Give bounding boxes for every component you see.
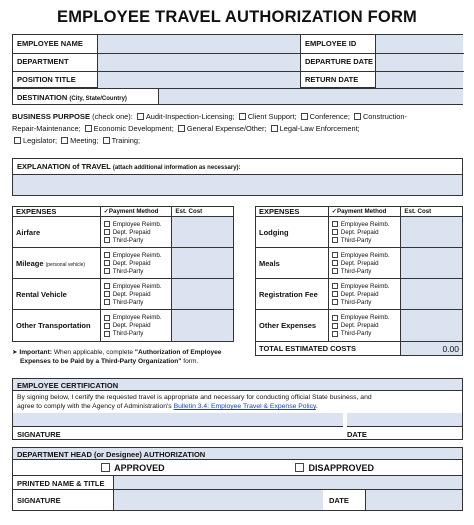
pm-label: Third-Party: [112, 236, 144, 244]
important-text1: When applicable, complete: [53, 349, 133, 356]
pm-label: Employee Reimb.: [340, 251, 390, 259]
checkbox-disapproved[interactable]: [295, 463, 304, 472]
checkbox-reg-thirdparty[interactable]: [332, 299, 338, 305]
total-estimated-costs-value: 0.00: [401, 342, 463, 356]
important-label: Important:: [19, 349, 52, 356]
expenses-header-left: EXPENSES: [13, 207, 101, 217]
est-cost-meals[interactable]: [401, 248, 463, 279]
explanation-label: [17, 162, 241, 171]
payment-method-mileage: [100, 248, 172, 279]
pm-label: Third-Party: [340, 298, 372, 306]
expense-other-expenses: Other Expenses: [256, 310, 329, 342]
pm-label: Dept. Prepaid: [112, 259, 151, 267]
pm-label: Third-Party: [340, 267, 372, 275]
checkbox-otherexp-thirdparty[interactable]: [332, 331, 338, 337]
checkbox-otherexp-prepaid[interactable]: [332, 323, 338, 329]
certification-line2-end: .: [315, 403, 318, 410]
employee-id-field[interactable]: [375, 35, 463, 53]
department-label: DEPARTMENT: [17, 57, 69, 66]
est-cost-airfare[interactable]: [172, 217, 234, 248]
checkbox-mileage-prepaid[interactable]: [104, 260, 110, 266]
business-purpose-label: BUSINESS PURPOSE: [12, 112, 91, 121]
checkbox-legislator[interactable]: [14, 137, 21, 144]
expense-registration-fee: Registration Fee: [256, 279, 329, 310]
explanation-label-text: EXPLANATION of TRAVEL: [17, 162, 111, 171]
pm-label: Dept. Prepaid: [112, 290, 151, 298]
pm-label: Employee Reimb.: [112, 220, 162, 228]
dept-signature-field[interactable]: [113, 490, 323, 510]
option-conference: Conference;: [309, 112, 350, 121]
payment-method-header-right-text: Payment Method: [336, 208, 387, 215]
option-training: Training;: [111, 136, 141, 145]
pm-label: Dept. Prepaid: [112, 228, 151, 236]
checkbox-audit[interactable]: [137, 113, 144, 120]
business-purpose-sub: (check one):: [92, 112, 133, 121]
est-cost-other-expenses[interactable]: [401, 310, 463, 342]
dept-signature-label: SIGNATURE: [17, 496, 61, 505]
destination-sub: (City, State/Country): [69, 96, 127, 102]
pm-label: Dept. Prepaid: [340, 228, 379, 236]
expenses-header-right: EXPENSES: [256, 207, 329, 217]
payment-method-registration: [328, 279, 401, 310]
pm-label: Employee Reimb.: [340, 220, 390, 228]
payment-method-header-left: ✓Payment Method: [100, 207, 172, 217]
employee-signature-field[interactable]: [13, 413, 343, 427]
payment-method-header-left-text: Payment Method: [108, 208, 159, 215]
est-cost-registration[interactable]: [401, 279, 463, 310]
checkbox-meeting[interactable]: [61, 137, 68, 144]
pm-label: Third-Party: [340, 236, 372, 244]
important-text2: "Authorization of Employee: [134, 349, 222, 356]
checkbox-lodging-thirdparty[interactable]: [332, 237, 338, 243]
expense-mileage-sub: (personal vehicle): [45, 261, 86, 268]
departure-date-label: DEPARTURE DATE: [305, 57, 374, 66]
payment-method-other-expenses: [328, 310, 401, 342]
disapproved-label: DISAPPROVED: [308, 463, 375, 473]
employee-name-field[interactable]: [97, 35, 300, 53]
return-date-label: RETURN DATE: [305, 75, 359, 84]
est-cost-other-transport[interactable]: [172, 310, 234, 342]
form-title: EMPLOYEE TRAVEL AUTHORIZATION FORM: [56, 8, 418, 26]
expense-airfare: Airfare: [13, 217, 101, 248]
checkbox-reg-prepaid[interactable]: [332, 291, 338, 297]
expenses-table-right: [255, 206, 463, 356]
checkbox-meals-thirdparty[interactable]: [332, 268, 338, 274]
option-meeting: Meeting;: [70, 136, 99, 145]
checkbox-rental-thirdparty[interactable]: [104, 299, 110, 305]
expenses-table-left: [12, 206, 234, 342]
printed-name-label: PRINTED NAME & TITLE: [17, 479, 105, 488]
checkbox-mileage-reimb[interactable]: [104, 252, 110, 258]
pm-label: Third-Party: [112, 267, 144, 275]
checkbox-reg-reimb[interactable]: [332, 283, 338, 289]
approved-option: [99, 463, 165, 473]
employee-certification: [12, 378, 463, 440]
pm-label: Dept. Prepaid: [112, 322, 151, 329]
payment-method-other-transport: [100, 310, 172, 342]
expense-rental-vehicle: Rental Vehicle: [13, 279, 101, 310]
est-cost-header-right: Est. Cost: [401, 207, 463, 217]
checkbox-approved[interactable]: [101, 463, 110, 472]
option-repair-maintenance: Repair-Maintenance;: [12, 124, 81, 133]
expense-other-transportation: Other Transportation: [13, 310, 101, 342]
certification-line2: agree to comply with the Agency of Administration's: [17, 403, 172, 410]
important-text4: form.: [183, 358, 199, 365]
explanation-field[interactable]: [13, 174, 462, 195]
important-text3: Expenses to be Paid by a Third-Party Organization": [20, 358, 182, 365]
expense-mileage: [13, 248, 101, 279]
pm-label: Dept. Prepaid: [340, 259, 379, 267]
checkbox-legal[interactable]: [271, 125, 278, 132]
checkbox-rental-reimb[interactable]: [104, 283, 110, 289]
expense-lodging: Lodging: [256, 217, 329, 248]
total-estimated-costs-label: TOTAL ESTIMATED COSTS: [256, 342, 401, 356]
destination-label: [17, 93, 127, 102]
payment-method-header-right: ✓Payment Method: [328, 207, 401, 217]
checkbox-otherexp-reimb[interactable]: [332, 315, 338, 321]
certification-text: [17, 393, 462, 411]
position-title-field[interactable]: [97, 72, 300, 88]
employee-date-label: DATE: [347, 430, 367, 439]
employee-signature-label: SIGNATURE: [17, 430, 61, 439]
checkbox-othertrans-prepaid[interactable]: [104, 323, 110, 329]
option-legislator: Legislator;: [23, 136, 58, 145]
top-fields-grid: [12, 34, 463, 88]
checkbox-client-support[interactable]: [239, 113, 246, 120]
employee-id-label: EMPLOYEE ID: [305, 39, 357, 48]
option-legal: Legal-Law Enforcement;: [279, 124, 360, 133]
department-head-authorization: [12, 447, 463, 511]
option-construction: Construction-: [362, 112, 407, 121]
pm-label: Third-Party: [340, 330, 372, 337]
certification-header: EMPLOYEE CERTIFICATION: [13, 379, 462, 391]
checkbox-othertrans-thirdparty[interactable]: [104, 331, 110, 337]
approved-label: APPROVED: [114, 463, 165, 473]
return-date-field[interactable]: [375, 72, 463, 88]
option-client-support: Client Support;: [247, 112, 297, 121]
pm-label: Employee Reimb.: [112, 251, 162, 259]
explanation-box: [12, 158, 463, 196]
destination-label-text: DESTINATION: [17, 93, 68, 102]
business-purpose: [12, 112, 472, 146]
pm-label: Dept. Prepaid: [340, 290, 379, 298]
checkbox-economic-development[interactable]: [85, 125, 92, 132]
pm-label: Third-Party: [112, 330, 144, 337]
position-title-label: POSITION TITLE: [17, 75, 76, 84]
checkbox-airfare-reimb[interactable]: [104, 221, 110, 227]
dept-date-label: DATE: [329, 496, 349, 505]
checkbox-lodging-prepaid[interactable]: [332, 229, 338, 235]
departure-date-field[interactable]: [375, 54, 463, 71]
policy-link[interactable]: Bulletin 3.4: Employee Travel & Expense Policy: [173, 403, 316, 410]
pm-label: Employee Reimb.: [112, 282, 162, 290]
option-economic-development: Economic Development;: [93, 124, 174, 133]
department-field[interactable]: [97, 54, 300, 71]
checkbox-mileage-thirdparty[interactable]: [104, 268, 110, 274]
checkbox-rental-prepaid[interactable]: [104, 291, 110, 297]
est-cost-lodging[interactable]: [401, 217, 463, 248]
destination-field[interactable]: [158, 89, 463, 104]
disapproved-option: [293, 463, 374, 473]
checkbox-othertrans-reimb[interactable]: [104, 315, 110, 321]
option-general-expense: General Expense/Other;: [186, 124, 267, 133]
checkbox-airfare-prepaid[interactable]: [104, 229, 110, 235]
checkbox-training[interactable]: [103, 137, 110, 144]
pm-label: Third-Party: [112, 298, 144, 306]
printed-name-field[interactable]: [113, 476, 462, 489]
est-cost-rental[interactable]: [172, 279, 234, 310]
certification-line1: By signing below, I certify the requested travel is appropriate and necessary for conducting official State business, and: [17, 394, 372, 401]
expense-mileage-label: Mileage: [16, 258, 44, 268]
department-head-header: DEPARTMENT HEAD (or Designee) AUTHORIZATION: [13, 448, 462, 460]
expense-meals: Meals: [256, 248, 329, 279]
pm-label: Employee Reimb.: [340, 282, 390, 290]
option-audit: Audit-Inspection-Licensing;: [145, 112, 235, 121]
checkbox-lodging-reimb[interactable]: [332, 221, 338, 227]
est-cost-header-left: Est. Cost: [172, 207, 234, 217]
pm-label: Dept. Prepaid: [340, 322, 379, 329]
checkbox-meals-reimb[interactable]: [332, 252, 338, 258]
payment-method-airfare: [100, 217, 172, 248]
checkbox-general-expense[interactable]: [178, 125, 185, 132]
employee-date-field[interactable]: [347, 413, 462, 427]
checkbox-conference[interactable]: [301, 113, 308, 120]
pm-label: Employee Reimb.: [112, 314, 162, 321]
checkbox-meals-prepaid[interactable]: [332, 260, 338, 266]
est-cost-mileage[interactable]: [172, 248, 234, 279]
dept-date-field[interactable]: [365, 490, 462, 510]
explanation-sub: (attach additional information as necessary):: [112, 165, 241, 171]
pm-label: Employee Reimb.: [340, 314, 390, 321]
employee-name-label: EMPLOYEE NAME: [17, 39, 83, 48]
checkbox-airfare-thirdparty[interactable]: [104, 237, 110, 243]
important-note: ➤ Important: When applicable, complete "Authorization of Employee Expenses to be Paid by a Third-Party Organization" form.: [12, 349, 222, 365]
checkbox-construction[interactable]: [354, 113, 361, 120]
payment-method-rental: [100, 279, 172, 310]
destination-row: [12, 88, 463, 105]
payment-method-lodging: [328, 217, 401, 248]
payment-method-meals: [328, 248, 401, 279]
